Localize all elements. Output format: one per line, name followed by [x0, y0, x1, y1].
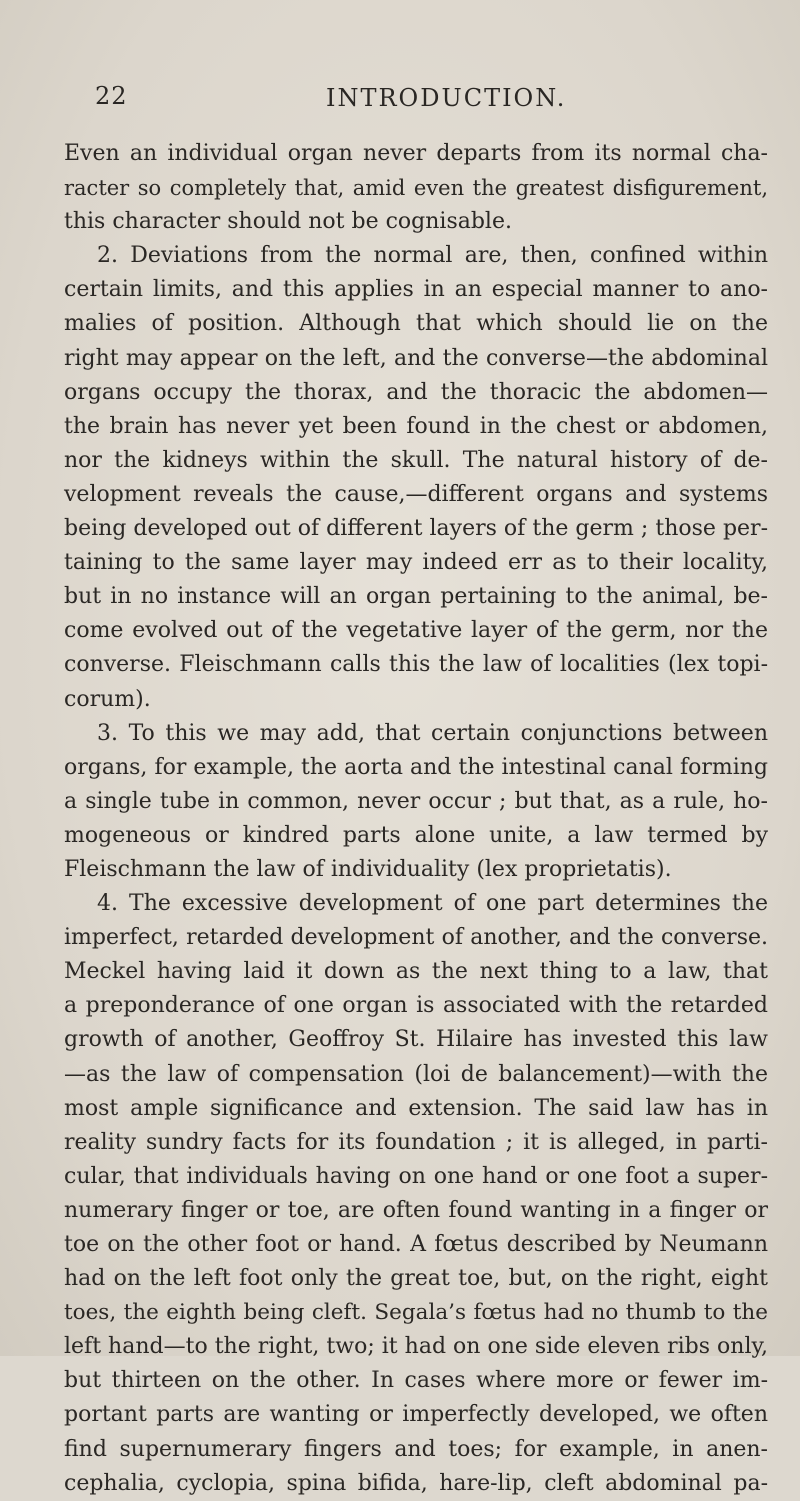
text-line: corum).: [64, 686, 151, 712]
text-line: right may appear on the left, and the converse—the abdominal: [64, 345, 768, 371]
text-line: velopment reveals the cause,—different organs and systems: [64, 481, 768, 507]
text-line: come evolved out of the vegetative layer of the germ, nor the: [64, 618, 768, 644]
text-line: Fleischmann the law of individuality (lex proprietatis).: [64, 856, 672, 882]
text-line: had on the left foot only the great toe, but, on the right, eight: [64, 1266, 768, 1292]
text-line: a preponderance of one organ is associated with the retarded: [64, 993, 768, 1019]
text-line: reality sundry facts for its foundation ; it is alleged, in parti-: [64, 1129, 768, 1155]
running-head: [0, 76, 800, 116]
text-line: cular, that individuals having on one hand or one foot a super-: [64, 1163, 768, 1189]
text-line: this character should not be cognisable.: [64, 209, 512, 235]
text-line: most ample significance and extension. The said law has in: [64, 1095, 768, 1121]
running-head-title: INTRODUCTION.: [326, 84, 567, 112]
text-line: converse. Fleischmann calls this the law of localities (lex topi-: [64, 652, 768, 678]
text-line: a single tube in common, never occur ; but that, as a rule, ho-: [64, 788, 768, 814]
text-line: but in no instance will an organ pertaining to the animal, be-: [64, 584, 768, 610]
body-text: [64, 137, 768, 1501]
text-line: organs, for example, the aorta and the intestinal canal forming: [64, 754, 768, 780]
text-line: mogeneous or kindred parts alone unite, a law termed by: [64, 822, 768, 848]
text-line: growth of another, Geoffroy St. Hilaire has invested this law: [64, 1027, 768, 1053]
text-line: imperfect, retarded development of another, and the converse.: [64, 925, 768, 951]
text-line: malies of position. Although that which should lie on the: [64, 311, 768, 337]
page-number: 22: [95, 82, 128, 110]
text-line: portant parts are wanting or imperfectly developed, we often: [64, 1402, 768, 1428]
text-line: toe on the other foot or hand. A fœtus described by Neumann: [64, 1232, 768, 1257]
text-line: —as the law of compensation (loi de balancement)—with the: [64, 1061, 768, 1087]
text-line: taining to the same layer may indeed err as to their locality,: [64, 550, 768, 576]
text-line: cephalia, cyclopia, spina bifida, hare-lip, cleft abdominal pa-: [64, 1470, 768, 1496]
text-line: toes, the eighth being cleft. Segala’s fœtus had no thumb to the: [64, 1300, 768, 1326]
text-line: left hand—to the right, two; it had on one side eleven ribs only,: [64, 1334, 768, 1360]
text-line: organs occupy the thorax, and the thoracic the abdomen—: [64, 379, 768, 405]
text-line: 3. To this we may add, that certain conjunctions between: [97, 720, 768, 746]
text-line: racter so completely that, amid even the greatest disfigurement,: [64, 176, 768, 201]
text-line: but thirteen on the other. In cases where more or fewer im-: [64, 1368, 768, 1394]
text-line: find supernumerary fingers and toes; for example, in anen-: [64, 1436, 768, 1462]
text-line: nor the kidneys within the skull. The natural history of de-: [64, 447, 768, 473]
text-line: Even an individual organ never departs from its normal cha-: [64, 141, 768, 166]
text-line: numerary finger or toe, are often found wanting in a finger or: [64, 1197, 768, 1223]
text-line: the brain has never yet been found in the chest or abdomen,: [64, 413, 768, 439]
text-line: 2. Deviations from the normal are, then, confined within: [97, 243, 768, 269]
text-line: certain limits, and this applies in an especial manner to ano-: [64, 277, 768, 303]
text-line: Meckel having laid it down as the next thing to a law, that: [64, 959, 768, 985]
text-line: 4. The excessive development of one part determines the: [97, 891, 768, 917]
text-line: being developed out of different layers of the germ ; those per-: [64, 516, 768, 542]
